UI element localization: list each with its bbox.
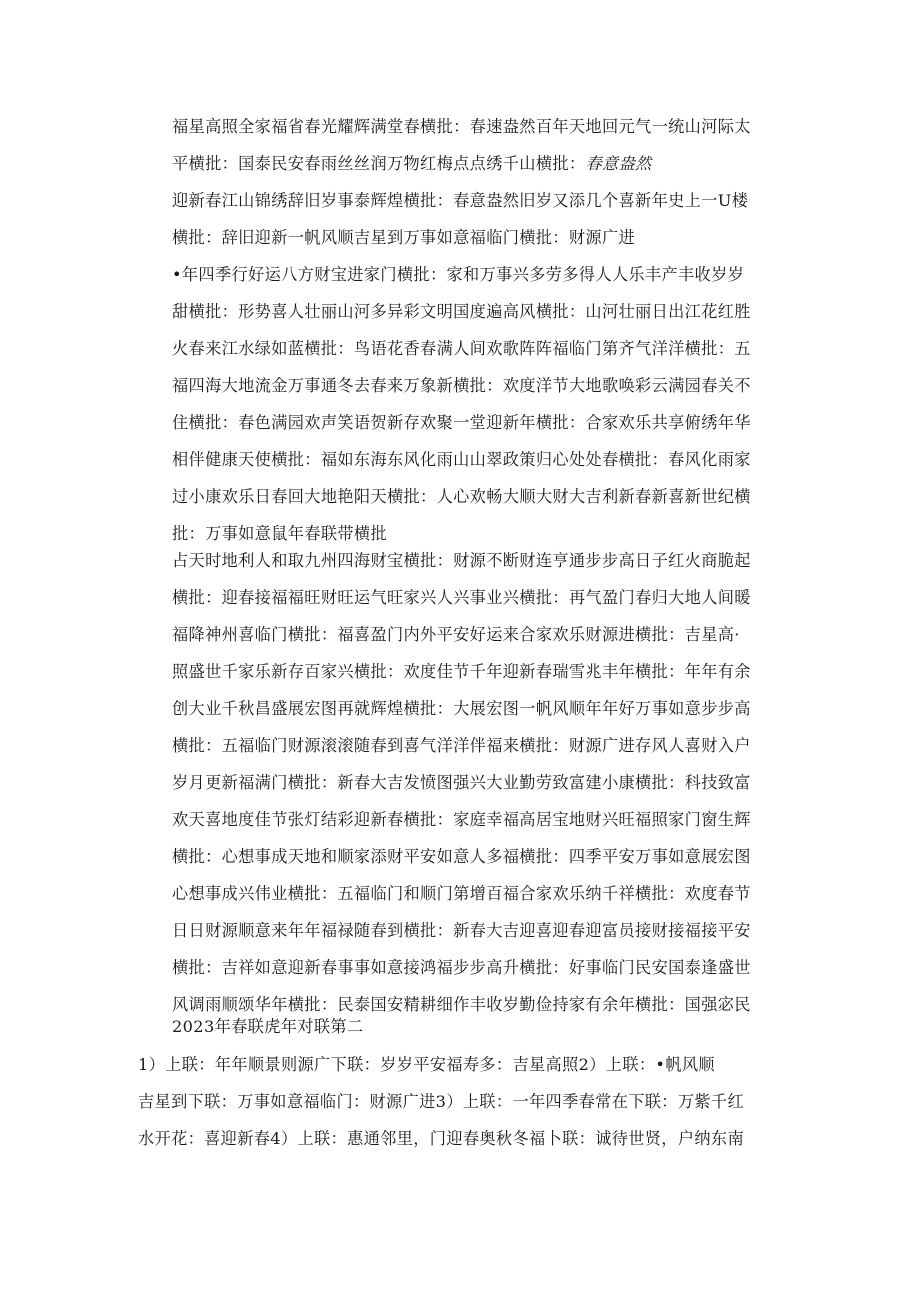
text-line: 横批：五福临门财源滚滚随春到喜气洋洋伴福来横批：财源广进存风人喜财入户 [172,736,751,755]
paragraph-4 [172,542,751,1023]
text-line: 甜横批：形势喜人壮丽山河多异彩文明国度遍高风横批：山河壮丽日出江花红胜 [172,302,751,321]
paragraph-1 [172,108,751,182]
text-line: 横批：辞旧迎新一帆风顺吉星到万事如意福临门横批：财源广进 [172,228,636,247]
text-line [172,145,751,182]
text-line: 福降神州喜临门横批：福喜盈门内外平安好运来合家欢乐财源进横批：吉星高· [172,625,740,644]
text-line: 日日财源顺意来年年福禄随春到横批：新春大吉迎喜迎春迎富员接财接福接平安 [172,921,751,940]
text-line: 过小康欢乐日春回大地艳阳天横批：人心欢畅大顺大财大吉利新春新喜新世纪横 [172,487,751,506]
text-line: 迎新春江山锦绣辞旧岁事泰辉煌横批：春意盎然旧岁又添几个喜新年史上一U楼 [172,191,749,210]
paragraph-2 [172,182,748,256]
text-line: 占天时地利人和取九州四海财宝横批：财源不断财连亨通步步高日子红火商脆起 [172,551,751,570]
section-heading [172,1008,363,1045]
text-line: 横批：迎春接福福旺财旺运气旺家兴人兴事业兴横批：再气盈门春归大地人间暖 [172,588,751,607]
text-line: 创大业千秋昌盛展宏图再就辉煌横批：大展宏图一帆风顺年年好万事如意步步高 [172,699,751,718]
text-line: 吉星到下联：万事如意福临门：财源广进3）上联：一年四季春常在下联：万紫千红 [138,1092,744,1111]
text-line: 欢天喜地度佳节张灯结彩迎新春横批：家庭幸福高居宝地财兴旺福照家门窗生辉 [172,810,751,829]
text-line: 风调雨顺颂华年横批：民泰国安精耕细作丰收岁勤俭持家有余年横批：国强宓民 [172,995,751,1014]
text-line: 1）上联：年年顺景则源广下联：岁岁平安福寿多：吉星高照2）上联：•帆风顺 [138,1055,715,1074]
text-line: 住横批：春色满园欢声笑语贺新存欢聚一堂迎新年横批：合家欢乐共享俯绣年华 [172,413,751,432]
text-line: 批：万事如意鼠年春联带横批 [172,524,387,543]
text-line: 相伴健康天使横批：福如东海东风化雨山山翠政策归心处处春横批：春风化雨家 [172,450,751,469]
text-line: 福四海大地流金万事通冬去春来万象新横批：欢度洋节大地歌唤彩云满园春关不 [172,376,751,395]
text-line: 横批：心想事成天地和顺家添财平安如意人多福横批：四季平安万事如意展宏图 [172,847,751,866]
text-run: 平横批：国泰民安春雨丝丝润万物红梅点点绣千山横批： [172,154,586,173]
text-line: 照盛世千家乐新存百家兴横批：欢度佳节千年迎新春瑞雪兆丰年横批：年年有余 [172,662,751,681]
paragraph-6 [138,1046,744,1157]
text-line: 火春来江水绿如蓝横批：鸟语花香春满人间欢歌阵阵福临门第齐气洋洋横批：五 [172,339,751,358]
text-line: 岁月更新福满门横批：新春大吉发愤图强兴大业勤劳致富建小康横批：科技致富 [172,773,751,792]
paragraph-3 [172,256,751,552]
text-line: 水开花：喜迎新春4）上联：惠通邻里，门迎春奥秋冬福卜联：诚待世贤，户纳东南 [138,1129,744,1148]
heading-text: 2023年春联虎年对联第二 [172,1017,364,1036]
text-line: 福星高照全家福省春光耀辉满堂春横批：春速盎然百年天地回元气一统山河际太 [172,117,751,136]
text-line: 心想事成兴伟业横批：五福临门和顺门第增百福合家欢乐纳千祥横批：欢度春节 [172,884,751,903]
italic-phrase: 春意盎然 [585,154,652,173]
text-line: •年四季行好运八方财宝进家门横批：家和万事兴多劳多得人人乐丰产丰收岁岁 [172,265,745,284]
text-line: 横批：吉祥如意迎新春事事如意接鸿福步步高升横批：好事临门民安国泰逢盛世 [172,958,751,977]
